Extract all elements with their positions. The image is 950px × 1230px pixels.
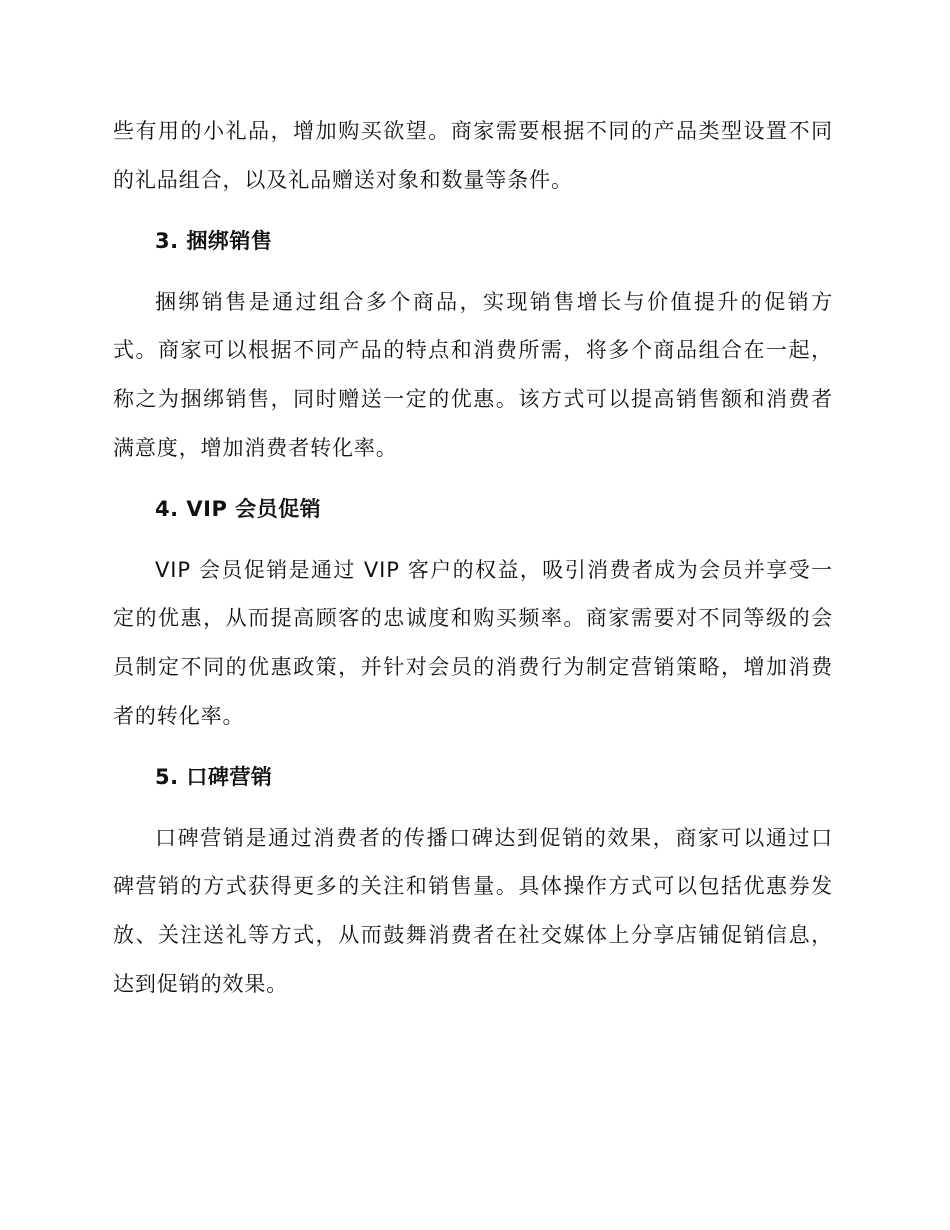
paragraph-bundle-sales: 捆绑销售是通过组合多个商品，实现销售增长与价值提升的促销方式。商家可以根据不同产品的特点和消费所需，将多个商品组合在一起，称之为捆绑销售，同时赠送一定的优惠。该方式可以提高销售额和消费者满意度，增加消费者转化率。 <box>113 289 833 460</box>
paragraph-gift-promotion-continued: 些有用的小礼品，增加购买欲望。商家需要根据不同的产品类型设置不同的礼品组合，以及礼品赠送对象和数量等条件。 <box>113 119 833 192</box>
heading-word-of-mouth: 5. 口碑营销 <box>155 765 273 790</box>
heading-vip-promotion: 4. VIP 会员促销 <box>155 497 322 522</box>
heading-bundle-sales: 3. 捆绑销售 <box>155 229 273 254</box>
paragraph-word-of-mouth: 口碑营销是通过消费者的传播口碑达到促销的效果，商家可以通过口碑营销的方式获得更多的关注和销售量。具体操作方式可以包括优惠券发放、关注送礼等方式，从而鼓舞消费者在社交媒体上分享店铺促销信息，达到促销的效果。 <box>113 825 833 996</box>
paragraph-vip-promotion: VIP 会员促销是通过 VIP 客户的权益，吸引消费者成为会员并享受一定的优惠，从而提高顾客的忠诚度和购买频率。商家需要对不同等级的会员制定不同的优惠政策，并针对会员的消费行为制定营销策略，增加消费者的转化率。 <box>113 557 833 728</box>
document-page <box>113 107 833 1008</box>
